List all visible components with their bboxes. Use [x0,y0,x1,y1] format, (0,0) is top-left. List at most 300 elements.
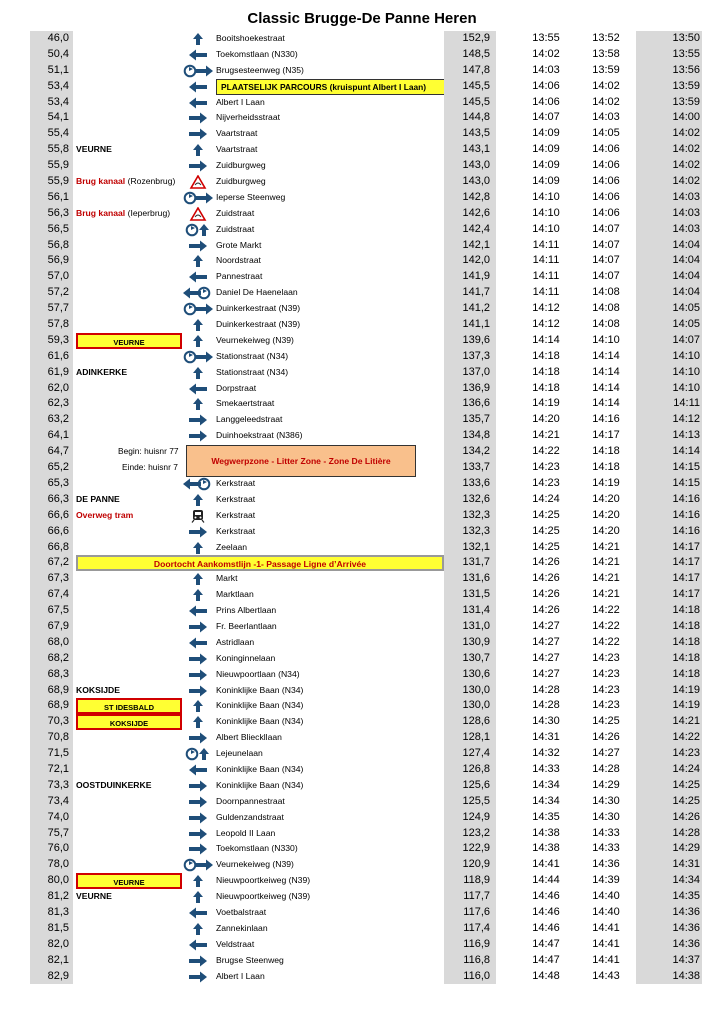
street-cell: Stationstraat (N34) [216,350,289,361]
km-cell: 68,3 [30,667,73,683]
street-cell: Albert Blieckllaan [216,732,282,743]
km-cell: 81,3 [30,905,73,921]
route-row [30,301,702,317]
remaining-km-cell: 142,1 [444,238,496,254]
street-cell: Veurnekeiweg (N39) [216,334,294,345]
warn-icon [180,206,216,222]
warn-icon [180,174,216,190]
km-cell: 68,9 [30,683,73,699]
time-mid-cell: 14:22 [592,604,620,617]
street-cell: Nijverheidsstraat [216,112,280,123]
time-slow-cell: 14:47 [532,937,560,950]
route-row [30,746,702,762]
sprint-badge: KOKSIJDE [76,714,182,730]
route-row [30,857,702,873]
remaining-km-cell: 131,7 [444,555,496,571]
time-fast-cell: 14:04 [636,269,702,285]
time-fast-cell: 14:03 [636,222,702,238]
street-cell: Zuidburgweg [216,176,266,187]
time-fast-cell: 14:21 [636,714,702,730]
time-slow-cell: 14:23 [532,476,560,489]
km-cell: 50,4 [30,47,73,63]
time-fast-cell: 13:56 [636,63,702,79]
right-icon [180,730,216,746]
km-cell: 70,3 [30,714,73,730]
km-cell: 46,0 [30,31,73,47]
remaining-km-cell: 132,6 [444,492,496,508]
rb-up-icon [180,746,216,762]
up-icon [180,396,216,412]
km-cell: 56,1 [30,190,73,206]
remaining-km-cell: 125,6 [444,778,496,794]
time-mid-cell: 14:06 [592,206,620,219]
route-row [30,635,702,651]
location-cell [76,905,186,921]
street-cell: Toekomstlaan (N330) [216,843,298,854]
street-cell: Kerkstraat [216,477,256,488]
time-mid-cell: 14:18 [592,445,620,458]
route-row [30,937,702,953]
route-row [30,158,702,174]
km-cell: 75,7 [30,826,73,842]
time-fast-cell: 14:18 [636,651,702,667]
remaining-km-cell: 133,7 [444,460,496,476]
time-slow-cell: 14:11 [532,254,560,267]
time-slow-cell: 14:18 [532,381,560,394]
time-slow-cell: 14:25 [532,508,560,521]
route-row [30,762,702,778]
time-fast-cell: 14:16 [636,492,702,508]
time-fast-cell: 13:59 [636,79,702,95]
time-slow-cell: 13:55 [532,32,560,44]
street-cell: Albert I Laan [216,970,265,981]
street-cell: Nieuwpoortkeiweg (N39) [216,891,311,902]
time-mid-cell: 14:30 [592,810,620,823]
up-icon [180,540,216,556]
route-row [30,412,702,428]
time-fast-cell: 14:18 [636,667,702,683]
km-cell: 55,9 [30,158,73,174]
time-slow-cell: 14:22 [532,445,560,458]
time-mid-cell: 14:14 [592,365,620,378]
right-icon [180,826,216,842]
route-row [30,47,702,63]
route-table [30,31,702,984]
street-cell: Smekaertstraat [216,398,275,409]
time-slow-cell: 14:14 [532,333,560,346]
time-mid-cell: 14:23 [592,683,620,696]
route-row [30,921,702,937]
remaining-km-cell: 134,2 [444,444,496,460]
time-slow-cell: 14:30 [532,715,560,728]
location-cell [76,587,186,603]
rb-left-icon [180,285,216,301]
time-mid-cell: 14:43 [592,969,620,982]
up-icon [180,253,216,269]
time-mid-cell: 14:26 [592,731,620,744]
location-cell: OOSTDUINKERKE [76,779,152,790]
remaining-km-cell: 133,6 [444,476,496,492]
time-mid-cell: 14:28 [592,762,620,775]
km-cell: 70,8 [30,730,73,746]
time-fast-cell: 14:02 [636,126,702,142]
km-cell: 63,2 [30,412,73,428]
route-row [30,110,702,126]
km-cell: 68,9 [30,698,73,714]
right-icon [180,841,216,857]
time-fast-cell: 14:34 [636,873,702,889]
time-mid-cell: 14:21 [592,572,620,585]
time-fast-cell: 14:25 [636,778,702,794]
remaining-km-cell: 131,0 [444,619,496,635]
hazard-label: Overweg tram [76,509,134,520]
route-row [30,714,702,730]
time-slow-cell: 14:35 [532,810,560,823]
street-cell: Grote Markt [216,239,262,250]
location-cell: ADINKERKE [76,366,128,377]
location-cell [76,667,186,683]
km-cell: 53,4 [30,95,73,111]
left-icon [180,905,216,921]
street-cell: Booitshoekestraat [216,33,285,43]
remaining-km-cell: 143,5 [444,126,496,142]
location-cell [76,762,186,778]
route-row [30,317,702,333]
route-row [30,349,702,365]
time-mid-cell: 14:19 [592,476,620,489]
time-fast-cell: 14:23 [636,746,702,762]
time-fast-cell: 14:10 [636,349,702,365]
route-row [30,142,702,158]
time-mid-cell: 14:14 [592,381,620,394]
rb-right-icon [180,857,216,873]
km-cell: 82,1 [30,953,73,969]
km-cell: 65,3 [30,476,73,492]
km-cell: 81,2 [30,889,73,905]
remaining-km-cell: 152,9 [444,31,496,47]
remaining-km-cell: 128,1 [444,730,496,746]
street-cell: Ieperse Steenweg [216,191,286,202]
remaining-km-cell: 135,7 [444,412,496,428]
time-fast-cell: 14:15 [636,476,702,492]
route-row [30,571,702,587]
location-cell: KOKSIJDE [76,684,120,695]
street-cell: Nieuwpoortlaan (N34) [216,668,300,679]
right-icon [180,667,216,683]
route-row [30,285,702,301]
route-row [30,778,702,794]
street-cell: Duinkerkestraat (N39) [216,319,301,330]
remaining-km-cell: 141,7 [444,285,496,301]
time-mid-cell: 14:40 [592,890,620,903]
remaining-km-cell: 136,9 [444,381,496,397]
time-slow-cell: 14:10 [532,190,560,203]
route-row [30,524,702,540]
time-fast-cell: 14:10 [636,381,702,397]
right-icon [180,810,216,826]
time-fast-cell: 14:04 [636,285,702,301]
zone-begin-note: Begin: huisnr 77 [118,446,179,456]
time-mid-cell: 14:23 [592,651,620,664]
remaining-km-cell: 134,8 [444,428,496,444]
time-slow-cell: 14:26 [532,572,560,585]
route-row [30,269,702,285]
km-cell: 61,6 [30,349,73,365]
time-slow-cell: 14:12 [532,318,560,331]
time-mid-cell: 14:07 [592,238,620,251]
route-row [30,889,702,905]
location-cell [76,269,186,285]
km-cell: 55,8 [30,142,73,158]
left-icon [180,635,216,651]
time-mid-cell: 14:18 [592,461,620,474]
route-row [30,651,702,667]
location-cell [76,285,186,301]
time-mid-cell: 14:33 [592,842,620,855]
location-cell [76,31,186,47]
time-slow-cell: 14:09 [532,175,560,188]
right-icon [180,651,216,667]
km-cell: 62,3 [30,396,73,412]
time-mid-cell: 13:52 [592,32,620,44]
time-fast-cell: 13:50 [636,31,702,47]
time-fast-cell: 14:22 [636,730,702,746]
street-cell: Langgeleedstraat [216,414,283,425]
km-cell: 66,3 [30,492,73,508]
location-cell [76,540,186,556]
time-mid-cell: 14:23 [592,667,620,680]
km-cell: 76,0 [30,841,73,857]
street-cell: Voetbalstraat [216,906,267,917]
remaining-km-cell: 130,7 [444,651,496,667]
hazard-label: Brug kanaal [76,207,126,218]
location-cell [76,953,186,969]
time-fast-cell: 14:36 [636,937,702,953]
rb-right-icon [180,301,216,317]
route-row [30,730,702,746]
remaining-km-cell: 130,0 [444,698,496,714]
time-slow-cell: 14:41 [532,858,560,871]
remaining-km-cell: 142,0 [444,253,496,269]
time-fast-cell: 14:02 [636,158,702,174]
street-cell: Zannekinlaan [216,922,268,933]
right-icon [180,953,216,969]
right-icon [180,158,216,174]
location-cell [76,730,186,746]
street-cell: Nieuwpoortkeiweg (N39) [216,875,311,886]
right-icon [180,428,216,444]
km-cell: 81,5 [30,921,73,937]
km-cell: 56,9 [30,253,73,269]
time-mid-cell: 14:41 [592,953,620,966]
street-cell: Stationstraat (N34) [216,366,289,377]
location-cell: VEURNE [76,144,112,155]
time-mid-cell: 14:20 [592,524,620,537]
km-cell: 55,9 [30,174,73,190]
location-cell [76,826,186,842]
location-cell [76,79,186,95]
remaining-km-cell: 144,8 [444,110,496,126]
street-cell: Vaartstraat [216,128,258,139]
time-mid-cell: 14:21 [592,540,620,553]
route-row [30,953,702,969]
time-fast-cell: 14:25 [636,794,702,810]
route-row [30,810,702,826]
time-mid-cell: 14:06 [592,190,620,203]
time-slow-cell: 14:28 [532,683,560,696]
km-cell: 68,0 [30,635,73,651]
km-cell: 59,3 [30,333,73,349]
km-cell: 66,6 [30,508,73,524]
time-fast-cell: 14:07 [636,333,702,349]
route-row [30,587,702,603]
time-slow-cell: 14:27 [532,635,560,648]
time-slow-cell: 14:28 [532,699,560,712]
street-cell: Markt [216,573,238,584]
up-icon [180,142,216,158]
local-circuit-banner: PLAATSELIJK PARCOURS (kruispunt Albert I Laan) [216,79,446,95]
time-fast-cell: 14:14 [636,444,702,460]
remaining-km-cell: 141,1 [444,317,496,333]
up-icon [180,587,216,603]
location-cell [76,126,186,142]
up-icon [180,889,216,905]
route-row [30,222,702,238]
location-cell [76,222,186,238]
km-cell: 64,1 [30,428,73,444]
sprint-badge: VEURNE [76,333,182,349]
up-icon [180,714,216,730]
location-cell [76,810,186,826]
location-cell [76,508,186,524]
street-cell: Koninklijke Baan (N34) [216,779,304,790]
time-fast-cell: 14:17 [636,571,702,587]
time-fast-cell: 14:38 [636,969,702,985]
km-cell: 73,4 [30,794,73,810]
remaining-km-cell: 124,9 [444,810,496,826]
route-row [30,63,702,79]
time-slow-cell: 14:46 [532,921,560,934]
location-cell [76,238,186,254]
time-slow-cell: 14:27 [532,619,560,632]
time-mid-cell: 14:07 [592,222,620,235]
time-fast-cell: 14:15 [636,460,702,476]
time-fast-cell: 14:19 [636,683,702,699]
street-cell: Brugse Steenweg [216,954,284,965]
sprint-badge: VEURNE [76,873,182,889]
time-mid-cell: 14:29 [592,778,620,791]
location-cell [76,301,186,317]
remaining-km-cell: 128,6 [444,714,496,730]
km-cell: 57,0 [30,269,73,285]
route-row [30,476,702,492]
time-fast-cell: 14:05 [636,317,702,333]
up-icon [180,571,216,587]
time-mid-cell: 14:07 [592,270,620,283]
time-fast-cell: 13:55 [636,47,702,63]
zone-end-note: Einde: huisnr 7 [122,462,178,472]
left-icon [180,603,216,619]
right-icon [180,412,216,428]
remaining-km-cell: 145,5 [444,95,496,111]
route-row [30,428,702,444]
route-row [30,333,702,349]
street-cell: Zuidstraat [216,223,255,234]
location-cell [76,253,186,269]
street-cell: Astridlaan [216,636,255,647]
km-cell: 78,0 [30,857,73,873]
remaining-km-cell: 123,2 [444,826,496,842]
up-icon [180,492,216,508]
time-fast-cell: 13:59 [636,95,702,111]
time-fast-cell: 14:17 [636,540,702,556]
route-row [30,238,702,254]
time-slow-cell: 14:02 [532,47,560,60]
right-icon [180,778,216,794]
time-slow-cell: 14:11 [532,270,560,283]
location-cell [76,206,186,222]
time-slow-cell: 14:03 [532,63,560,76]
km-cell: 68,2 [30,651,73,667]
km-cell: 67,4 [30,587,73,603]
route-row [30,190,702,206]
time-mid-cell: 13:59 [592,63,620,76]
route-row [30,492,702,508]
time-fast-cell: 14:12 [636,412,702,428]
time-slow-cell: 14:33 [532,762,560,775]
right-icon [180,683,216,699]
remaining-km-cell: 130,9 [444,635,496,651]
time-mid-cell: 14:07 [592,254,620,267]
time-slow-cell: 14:25 [532,524,560,537]
hazard-detail: (Ieperbrug) [125,207,171,218]
km-cell: 54,1 [30,110,73,126]
time-slow-cell: 14:27 [532,651,560,664]
route-row [30,555,702,571]
up-icon [180,317,216,333]
time-mid-cell: 14:41 [592,921,620,934]
time-mid-cell: 14:03 [592,111,620,124]
location-cell [76,174,186,190]
route-row [30,381,702,397]
time-fast-cell: 14:02 [636,142,702,158]
litter-zone-banner: Wegwerpzone - Litter Zone - Zone De Litière [186,445,416,477]
left-icon [180,269,216,285]
route-row [30,698,702,714]
right-icon [180,126,216,142]
hazard-detail: (Rozenbrug) [125,176,176,187]
remaining-km-cell: 143,0 [444,158,496,174]
time-mid-cell: 14:10 [592,333,620,346]
time-mid-cell: 14:08 [592,318,620,331]
street-cell: Kerkstraat [216,509,256,520]
right-icon [180,969,216,985]
time-fast-cell: 14:13 [636,428,702,444]
time-mid-cell: 14:14 [592,349,620,362]
time-slow-cell: 14:18 [532,365,560,378]
route-row [30,174,702,190]
remaining-km-cell: 131,5 [444,587,496,603]
remaining-km-cell: 142,6 [444,206,496,222]
location-cell [76,571,186,587]
location-cell [76,651,186,667]
location-cell [76,841,186,857]
up-icon [180,873,216,889]
time-slow-cell: 14:09 [532,127,560,140]
time-fast-cell: 14:17 [636,555,702,571]
location-cell [76,63,186,79]
time-slow-cell: 14:06 [532,79,560,92]
